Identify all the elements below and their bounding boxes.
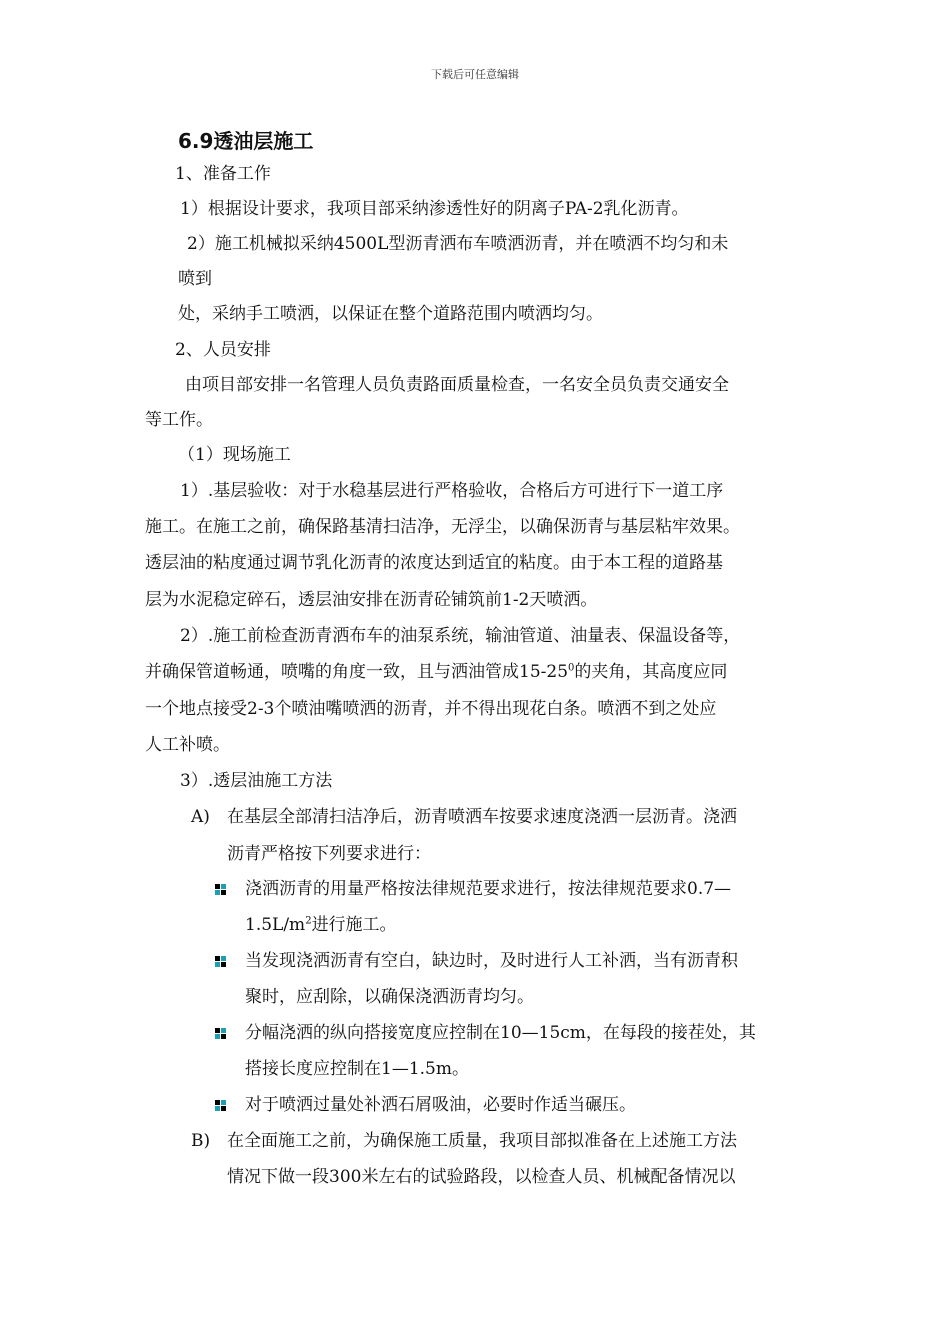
list-item [245,914,397,936]
paragraph-line: 在基层全部清扫洁净后，沥青喷洒车按要求速度浇洒一层沥青。浇洒 [227,807,737,827]
heading-preparation: 1、准备工作 [175,164,271,184]
list-item: 对于喷洒过量处补洒石屑吸油，必要时作适当碾压。 [245,1095,636,1115]
paragraph-line [145,661,727,683]
list-label-b: B) [191,1131,211,1151]
list-item: 浇洒沥青的用量严格按法律规范要求进行，按法律规范要求0.7— [245,879,732,899]
square-bullet-icon [215,1028,226,1039]
heading-method: 3）.透层油施工方法 [180,771,333,791]
paragraph-line: 层为水泥稳定碎石，透层油安排在沥青砼铺筑前1-2天喷洒。 [145,590,598,610]
text-run: 进行施工。 [311,915,397,935]
section-title: 6.9透油层施工 [178,129,314,153]
list-label-a: A) [191,807,210,827]
paragraph-line: 沥青严格按下列要求进行： [227,844,431,864]
list-item: 搭接长度应控制在1—1.5m。 [245,1059,469,1079]
paragraph-line: 处，采纳手工喷洒，以保证在整个道路范围内喷洒均匀。 [178,304,603,324]
list-item: 聚时，应刮除，以确保浇洒沥青均匀。 [245,987,534,1007]
paragraph-line: 施工。在施工之前，确保路基清扫洁净，无浮尘，以确保沥青与基层粘牢效果。 [145,517,740,537]
paragraph-line: 透层油的粘度通过调节乳化沥青的浓度达到适宜的粘度。由于本工程的道路基 [145,553,723,573]
text-run: 1.5L/m [245,915,306,935]
superscript: 0 [568,662,575,674]
superscript: 2 [305,915,312,927]
text-run: 并确保管道畅通，喷嘴的角度一致，且与洒油管成15-25 [145,662,569,682]
square-bullet-icon [215,956,226,967]
paragraph-line: 人工补喷。 [145,735,230,755]
page-header: 下载后可任意编辑 [431,68,519,81]
paragraph-line: 在全面施工之前，为确保施工质量，我项目部拟准备在上述施工方法 [227,1131,737,1151]
paragraph-line: 等工作。 [145,410,213,430]
list-item: 当发现浇洒沥青有空白，缺边时，及时进行人工补洒，当有沥青积 [245,951,738,971]
paragraph-line: 一个地点接受2-3个喷油嘴喷洒的沥青，并不得出现花白条。喷洒不到之处应 [145,699,717,719]
text-run: 的夹角，其高度应同 [574,662,728,682]
paragraph-line: 1）根据设计要求，我项目部采纳渗透性好的阴离子PA-2乳化沥青。 [180,199,689,219]
heading-staffing: 2、人员安排 [175,340,271,360]
heading-site-construction: （1）现场施工 [178,445,291,465]
paragraph-line: 2）施工机械拟采纳4500L型沥青洒布车喷洒沥青，并在喷洒不均匀和未 [187,234,729,254]
paragraph-line: 由项目部安排一名管理人员负责路面质量检查，一名安全员负责交通安全 [185,375,729,395]
paragraph-line: 2）.施工前检查沥青洒布车的油泵系统，输油管道、油量表、保温设备等， [180,626,741,646]
square-bullet-icon [215,884,226,895]
square-bullet-icon [215,1100,226,1111]
paragraph-line: 喷到 [178,269,212,289]
list-item: 分幅浇洒的纵向搭接宽度应控制在10—15cm，在每段的接茬处，其 [245,1023,756,1043]
paragraph-line: 1）.基层验收：对于水稳基层进行严格验收，合格后方可进行下一道工序 [180,481,724,501]
paragraph-line: 情况下做一段300米左右的试验路段，以检查人员、机械配备情况以 [227,1167,736,1187]
